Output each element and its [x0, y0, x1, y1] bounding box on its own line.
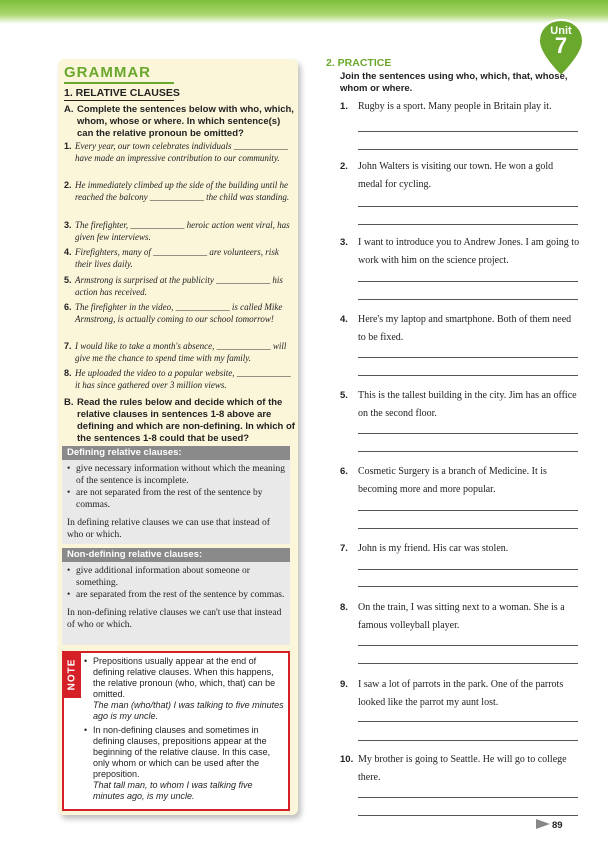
sentence-text: I would like to take a month's absence, ____________ will give me the chance to spend time with my family.	[75, 341, 287, 363]
instruction-b	[64, 397, 296, 445]
exercise-sentence	[64, 275, 296, 298]
answer-line[interactable]	[358, 451, 578, 452]
sentence-number: 7.	[64, 341, 72, 351]
answer-line[interactable]	[358, 433, 578, 434]
item-text: My brother is going to Seattle. He will go to college there.	[358, 754, 567, 783]
practice-item	[340, 311, 580, 347]
answer-line[interactable]	[358, 299, 578, 300]
sentence-number: 4.	[64, 247, 72, 257]
answer-line[interactable]	[358, 206, 578, 207]
defining-heading: Defining relative clauses:	[62, 446, 290, 460]
answer-line[interactable]	[358, 721, 578, 722]
item-text: John is my friend. His car was stolen.	[358, 543, 509, 554]
exercise-sentence	[64, 141, 296, 164]
practice-item	[340, 463, 580, 499]
note-example: The man (who/that) I was talking to five minutes ago is my uncle.	[93, 700, 284, 721]
practice-item	[340, 540, 580, 558]
item-number: 9.	[340, 679, 348, 690]
unit-number: 7	[554, 33, 568, 58]
answer-line[interactable]	[358, 357, 578, 358]
sentence-text: Every year, our town celebrates individuals ____________ have made an impressive contribution to our community.	[75, 141, 288, 163]
rule-bullet: • give additional information about someone or something.	[67, 565, 285, 589]
page-number: 89	[552, 820, 563, 831]
exercise-sentence	[64, 368, 296, 391]
exercise-sentence	[64, 180, 296, 203]
item-text: Here's my laptop and smartphone. Both of them need to be fixed.	[358, 314, 572, 343]
item-text: Cosmetic Surgery is a branch of Medicine. It is becoming more and more popular.	[358, 466, 547, 495]
rule-bullet: • are separated from the rest of the sentence by commas.	[67, 589, 285, 601]
item-text: John Walters is visiting our town. He won a gold medal for cycling.	[358, 161, 554, 190]
section-title-relative-clauses: 1. RELATIVE CLAUSES	[64, 87, 180, 99]
exercise-sentence	[64, 302, 296, 325]
answer-line[interactable]	[358, 740, 578, 741]
item-number: 10.	[340, 754, 354, 765]
answer-line[interactable]	[358, 663, 578, 664]
answer-line[interactable]	[358, 510, 578, 511]
answer-line[interactable]	[358, 281, 578, 282]
answer-line[interactable]	[358, 224, 578, 225]
sentence-number: 8.	[64, 368, 72, 378]
sentence-number: 5.	[64, 275, 72, 285]
item-number: 6.	[340, 466, 348, 477]
nondefining-rules-box	[62, 548, 290, 645]
answer-line[interactable]	[358, 131, 578, 132]
sentence-number: 2.	[64, 180, 72, 190]
note-example: That tall man, to whom I was talking five minutes ago, is my uncle.	[93, 780, 253, 801]
defining-note: In defining relative clauses we can use that instead of who or which.	[67, 518, 270, 540]
item-number: 4.	[340, 314, 348, 325]
top-banner	[0, 0, 608, 24]
item-number: 7.	[340, 543, 348, 554]
answer-line[interactable]	[358, 797, 578, 798]
answer-line[interactable]	[358, 815, 578, 816]
rule-bullet: • are not separated from the rest of the sentence by commas.	[67, 487, 285, 511]
instruction-a-letter: A.	[64, 104, 74, 115]
answer-line[interactable]	[358, 528, 578, 529]
sentence-text: Armstrong is surprised at the publicity ____________ his action has received.	[75, 275, 283, 297]
practice-instruction: Join the sentences using who, which, that, whose, whom or where.	[340, 71, 568, 94]
exercise-sentence	[64, 341, 296, 364]
rule-bullet: • give necessary information without which the meaning of the sentence is incomplete.	[67, 463, 285, 487]
sentence-number: 1.	[64, 141, 72, 151]
instruction-b-text: Read the rules below and decide which of the relative clauses in sentences 1-8 above are defining and which are non-defining. In which of the sentences 1-8 could that be used?	[77, 397, 295, 444]
sentence-text: He immediately climbed up the side of the building until he reached the balcony ____________ the child was standing.	[75, 180, 290, 202]
note-tab	[64, 653, 81, 698]
item-number: 3.	[340, 237, 348, 248]
item-text: This is the tallest building in the city. Jim has an office on the second floor.	[358, 390, 577, 419]
item-number: 1.	[340, 101, 348, 112]
answer-line[interactable]	[358, 149, 578, 150]
nondefining-note: In non-defining relative clauses we can't use that instead of who or which.	[67, 608, 282, 630]
item-text: On the train, I was sitting next to a woman. She is a famous volleyball player.	[358, 602, 565, 631]
sentence-text: The firefighter in the video, ____________ is called Mike Armstrong, is actually coming to our school tomorrow!	[75, 302, 283, 324]
answer-line[interactable]	[358, 569, 578, 570]
answer-line[interactable]	[358, 375, 578, 376]
practice-item	[340, 158, 580, 194]
item-number: 8.	[340, 602, 348, 613]
grammar-underline	[64, 82, 174, 84]
unit-label: Unit	[550, 25, 572, 37]
page-arrow-icon	[536, 819, 550, 829]
item-text: I saw a lot of parrots in the park. One of the parrots looked like the parrot my aunt lost.	[358, 679, 564, 708]
sentence-number: 6.	[64, 302, 72, 312]
item-number: 5.	[340, 390, 348, 401]
practice-item	[340, 234, 580, 270]
section-underline	[64, 100, 174, 101]
sentence-text: Firefighters, many of ____________ are volunteers, risk their lives daily.	[75, 247, 279, 269]
practice-item	[340, 387, 580, 423]
note-point	[84, 656, 284, 722]
note-box	[62, 651, 290, 811]
note-tab-label: NOTE	[66, 658, 78, 691]
practice-item	[340, 599, 580, 635]
grammar-title: GRAMMAR	[64, 64, 151, 81]
practice-item	[340, 751, 580, 787]
unit-badge	[536, 18, 586, 78]
sentence-text: He uploaded the video to a popular website, ____________ it has since gathered over 3 million views.	[75, 368, 291, 390]
nondefining-heading: Non-defining relative clauses:	[62, 548, 290, 562]
item-number: 2.	[340, 161, 348, 172]
item-text: I want to introduce you to Andrew Jones. I am going to work with him on the science project.	[358, 237, 580, 266]
exercise-sentence	[64, 220, 296, 243]
answer-line[interactable]	[358, 586, 578, 587]
item-text: Rugby is a sport. Many people in Britain play it.	[358, 101, 552, 112]
note-point-text: Prepositions usually appear at the end of defining relative clauses. When this happens, the relative pronoun (who, which, that) can be omitted.	[93, 656, 276, 699]
instruction-a-text: Complete the sentences below with who, which, whom, whose or where. In which sentence(s) can the relative pronoun be omitted?	[77, 104, 294, 139]
practice-title: 2. PRACTICE	[326, 57, 392, 69]
defining-rules-box	[62, 446, 290, 544]
note-point	[84, 725, 284, 802]
practice-item	[340, 676, 580, 712]
note-point-text: In non-defining clauses and sometimes in defining clauses, prepositions appear at the beginning of the relative clause. In this case, only whom or which can be used after the preposition.	[93, 725, 271, 779]
instruction-b-letter: B.	[64, 397, 74, 408]
exercise-sentence	[64, 247, 296, 270]
practice-item	[340, 98, 580, 116]
instruction-a	[64, 104, 296, 140]
sentence-number: 3.	[64, 220, 72, 230]
answer-line[interactable]	[358, 645, 578, 646]
sentence-text: The firefighter, ____________ heroic action went viral, has given few interviews.	[75, 220, 290, 242]
